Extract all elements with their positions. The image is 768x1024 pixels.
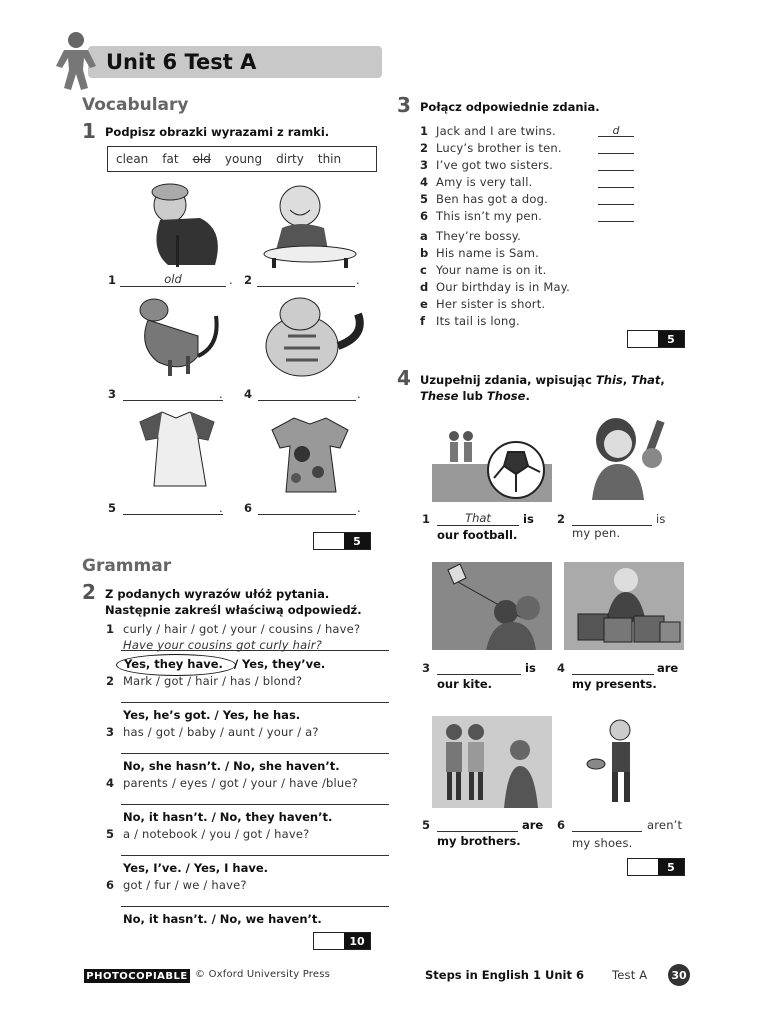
vocab-answer-field[interactable]: [258, 386, 356, 401]
ex4-item-number: 4: [557, 661, 566, 675]
exercise-4-instruction: Uzupełnij zdania, wpisując This, That, These lub Those.: [420, 373, 665, 403]
match-answer-field[interactable]: d: [598, 124, 634, 137]
ex4-verb: are: [522, 818, 544, 832]
word-box-word: young: [224, 152, 263, 166]
figure-icon: [50, 30, 102, 92]
dirty-tshirt-picture: [266, 416, 356, 496]
ex4-verb: is: [523, 512, 534, 526]
exercise-3-number: 3: [397, 93, 411, 117]
grammar-words: Mark / got / hair / has / blond?: [123, 674, 303, 688]
section-title-vocabulary: Vocabulary: [82, 95, 189, 115]
word-box-word: dirty: [276, 152, 304, 166]
exercise-3-instruction: Połącz odpowiednie zdania.: [420, 100, 600, 114]
match-left-list: 1 Jack and I are twins. d 2 Lucy’s brother is ten. 3 I’ve got two sisters. 4 Amy is very tall. 5 Ben has got a dog. 6 This isn’t my pen.: [420, 122, 640, 224]
grammar-item-number: 2: [106, 674, 115, 688]
answer-line[interactable]: [121, 753, 389, 754]
grammar-words: curly / hair / got / your / cousins / have?: [123, 622, 361, 636]
copyright-text: © Oxford University Press: [195, 969, 331, 980]
vocab-answer-field[interactable]: old: [120, 272, 226, 287]
word-box: [107, 146, 377, 172]
vocab-item-number: 5: [108, 501, 117, 515]
answer-options: No, it hasn’t. / No, they haven’t.: [123, 810, 333, 824]
ex4-answer-field[interactable]: [437, 817, 518, 832]
answer-option[interactable]: Yes, he’s got.: [123, 708, 211, 722]
vocab-item-number: 1: [108, 273, 117, 287]
answer-option[interactable]: Yes, I have.: [193, 861, 269, 875]
page-number: 30: [668, 964, 690, 986]
ex4-answer-field[interactable]: [572, 660, 654, 675]
exercise-4-score-box[interactable]: 5: [627, 858, 685, 876]
word-box-word: clean: [116, 152, 149, 166]
vocab-answer-field[interactable]: [258, 500, 356, 515]
answer-line[interactable]: [121, 855, 389, 856]
presents-picture: [564, 562, 684, 650]
answer-line[interactable]: [121, 804, 389, 805]
period: .: [357, 387, 361, 401]
ex4-rest: my presents.: [572, 677, 657, 691]
match-answer-field[interactable]: [598, 141, 634, 154]
ex4-verb: are: [657, 661, 679, 675]
kite-picture: [432, 562, 552, 650]
answer-option[interactable]: No, it hasn’t.: [123, 912, 208, 926]
answer-line[interactable]: [121, 906, 389, 907]
baby-picture: [262, 180, 358, 270]
word-box-word: fat: [162, 152, 179, 166]
vocab-answer-field[interactable]: [123, 386, 223, 401]
ex4-rest: our kite.: [437, 677, 493, 691]
exercise-2-instruction: Z podanych wyrazów ułóż pytania. Następnie zakreśl właściwą odpowiedź.: [105, 587, 362, 617]
page-title: Unit 6 Test A: [106, 50, 257, 74]
ex4-rest: my brothers.: [437, 834, 521, 848]
answer-option[interactable]: No, they haven’t.: [219, 810, 333, 824]
match-answer-field[interactable]: [598, 158, 634, 171]
vocab-item-number: 2: [244, 273, 253, 287]
grammar-words: a / notebook / you / got / have?: [123, 827, 310, 841]
period: .: [219, 387, 223, 401]
clean-tshirt-picture: [132, 410, 222, 490]
exercise-1-instruction: Podpisz obrazki wyrazami z ramki.: [105, 125, 330, 139]
exercise-2-number: 2: [82, 580, 96, 604]
ex4-rest: our football.: [437, 528, 518, 542]
thin-cat-picture: [128, 296, 228, 378]
test-label: Test A: [612, 968, 648, 982]
ex4-item-number: 1: [422, 512, 431, 526]
example-answer: Have your cousins got curly hair?: [123, 638, 322, 652]
vocab-item-number: 3: [108, 387, 117, 401]
period: .: [219, 501, 223, 515]
match-answer-field[interactable]: [598, 209, 634, 222]
ex4-item-number: 3: [422, 661, 431, 675]
answer-option[interactable]: No, we haven’t.: [219, 912, 322, 926]
answer-options: No, she hasn’t. / No, she haven’t.: [123, 759, 340, 773]
answer-option[interactable]: No, it hasn’t.: [123, 810, 208, 824]
grammar-item-number: 1: [106, 622, 115, 636]
answer-separator: /: [234, 657, 239, 671]
football-picture: [432, 412, 552, 502]
answer-options: Yes, I’ve. / Yes, I have.: [123, 861, 269, 875]
match-answer-field[interactable]: [598, 192, 634, 205]
old-woman-picture: [130, 180, 230, 270]
fat-cat-picture: [262, 296, 372, 378]
match-answer-field[interactable]: [598, 175, 634, 188]
answer-option[interactable]: Yes, they’ve.: [242, 657, 326, 671]
exercise-3-score-box[interactable]: 5: [627, 330, 685, 348]
ex4-item-number: 2: [557, 512, 566, 526]
book-title: Steps in English 1 Unit 6: [425, 968, 584, 982]
answer-option[interactable]: Yes, he has.: [222, 708, 301, 722]
ex4-answer-field[interactable]: That: [437, 511, 519, 526]
period: .: [357, 501, 361, 515]
answer-option[interactable]: No, she hasn’t.: [123, 759, 221, 773]
answer-line[interactable]: [121, 702, 389, 703]
answer-options: Yes, he’s got. / Yes, he has.: [123, 708, 301, 722]
grammar-item-number: 5: [106, 827, 115, 841]
vocabulary-score-box[interactable]: 5: [313, 532, 371, 550]
exercise-4-number: 4: [397, 366, 411, 390]
word-box-word-crossed: old: [192, 152, 211, 166]
period: .: [229, 273, 233, 287]
period: .: [356, 273, 360, 287]
ex4-rest: my pen.: [572, 526, 621, 540]
ex4-answer-field[interactable]: [572, 511, 652, 526]
ex4-rest: my shoes.: [572, 836, 633, 850]
grammar-item-number: 4: [106, 776, 115, 790]
match-right-list: a They’re bossy. b His name is Sam. c Your name is on it. d Our birthday is in May. e Her sister is short. f Its tail is long.: [420, 229, 570, 328]
grammar-words: parents / eyes / got / your / have /blue?: [123, 776, 358, 790]
ex4-item-number: 6: [557, 818, 566, 832]
answer-option[interactable]: No, she haven’t.: [233, 759, 340, 773]
grammar-words: got / fur / we / have?: [123, 878, 247, 892]
ex4-answer-field[interactable]: [437, 660, 521, 675]
ex4-answer-field[interactable]: [572, 817, 642, 832]
exercise-1-number: 1: [82, 119, 96, 143]
brothers-picture: [432, 716, 552, 808]
answer-options: No, it hasn’t. / No, we haven’t.: [123, 912, 322, 926]
answer-option-circled[interactable]: Yes, they have.: [124, 657, 223, 671]
vocab-item-number: 6: [244, 501, 253, 515]
photocopiable-badge: PHOTOCOPIABLE: [84, 969, 190, 983]
answer-option[interactable]: Yes, I’ve.: [123, 861, 182, 875]
vocab-item-number: 4: [244, 387, 253, 401]
section-title-grammar: Grammar: [82, 556, 172, 576]
ex4-item-number: 5: [422, 818, 431, 832]
ex4-verb: aren’t: [647, 818, 683, 832]
vocab-answer-field[interactable]: [123, 500, 223, 515]
boy-with-shoes-picture: [580, 716, 660, 808]
ex4-verb: is: [656, 512, 666, 526]
grammar-item-number: 6: [106, 878, 115, 892]
grammar-words: has / got / baby / aunt / your / a?: [123, 725, 319, 739]
grammar-item-number: 3: [106, 725, 115, 739]
ex4-verb: is: [525, 661, 536, 675]
word-box-word: thin: [317, 152, 342, 166]
vocab-answer-field[interactable]: [257, 272, 355, 287]
grammar-score-box[interactable]: 10: [313, 932, 371, 950]
girl-with-pen-picture: [582, 414, 682, 500]
